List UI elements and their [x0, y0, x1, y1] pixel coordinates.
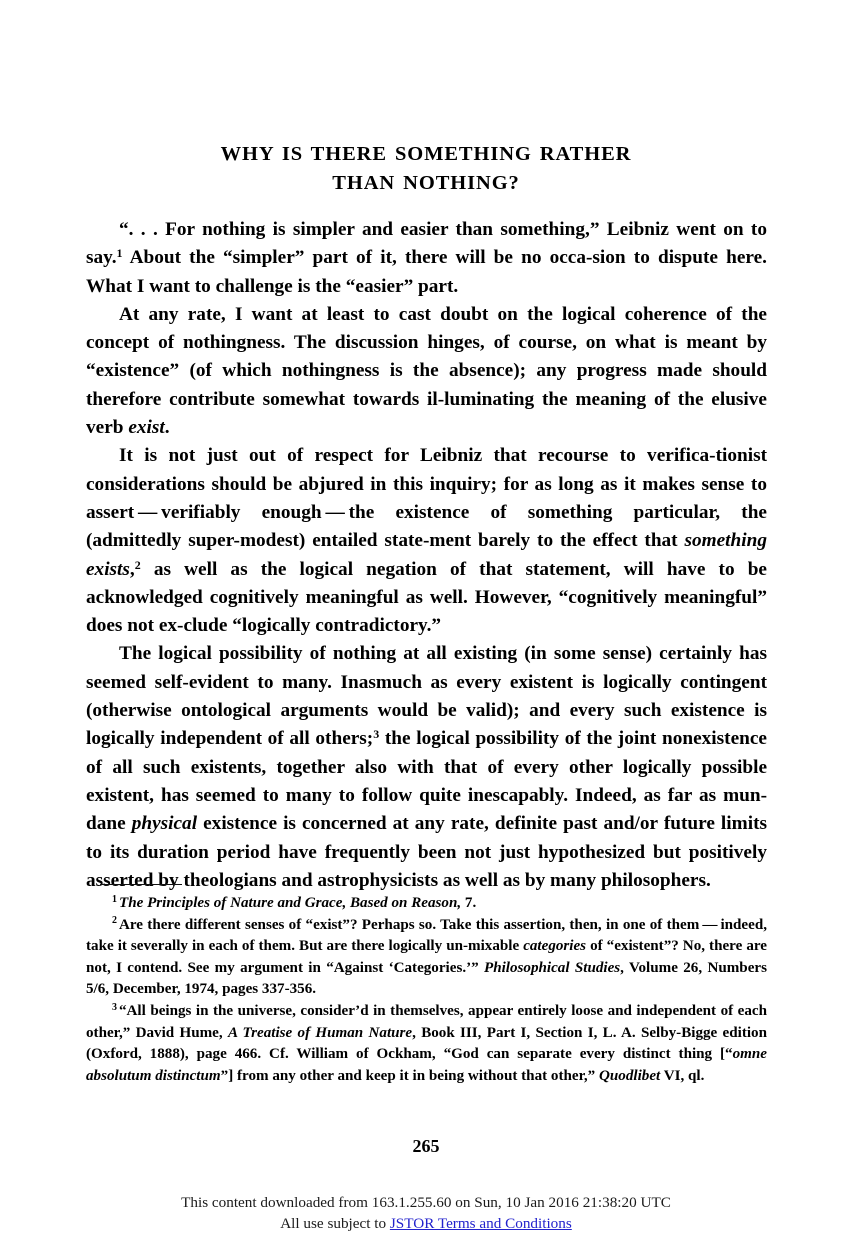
page-title	[86, 140, 766, 198]
footnote-separator-rule	[100, 884, 182, 885]
footnote-marker: 1	[112, 893, 117, 905]
footnote-text: The Principles of Nature and Grace, Based on Reason, 7.	[118, 895, 477, 911]
footnote-marker: 3	[112, 1001, 117, 1013]
terms-line	[0, 1213, 852, 1234]
footnote-item	[86, 893, 767, 915]
footnote-marker: 2	[112, 915, 117, 927]
terms-prefix: All use subject to	[280, 1215, 390, 1232]
footnote-list	[86, 893, 767, 1087]
download-info-line: This content downloaded from 163.1.255.60 on Sun, 10 Jan 2016 21:38:20 UTC	[181, 1194, 671, 1211]
footnote-text: Are there different senses of “exist”? Perhaps so. Take this assertion, then, in one of them — indeed, take it severally in each of them. But are there logically un-mixable categories of “existent”? No, there are not, I contend. See my argument in “Against ‘Categories.’” Philosophical Studies, Volume 26, Numbers 5/6, December, 1974, pages 337-356.	[86, 916, 767, 998]
body-paragraph: The logical possibility of nothing at all existing (in some sense) certainly has seemed self-evident to many. Inasmuch as every existent is logically contingent (otherwise ontological arguments would be valid); and every such existence is logically independent of all others;$^3$ the logical possibility of the joint nonexistence of all such existents, together also with that of every other logically possible existent, has seemed to many to follow quite inescapably. Indeed, as far as mun-dane physical existence is concerned at any rate, definite past and/or future limits to its duration period have frequently been not just hypothesized but positively asserted by theologians and astrophysicists as well as by many philosophers.	[86, 643, 767, 891]
footnote-item	[86, 1001, 767, 1087]
footnote-text: “All beings in the universe, consider’d in themselves, appear entirely loose and independent of each other,” David Hume, A Treatise of Human Nature, Book III, Part I, Section I, L. A. Selby-Bigge edition (Oxford, 1888), page 466. Cf. William of Ockham, “God can separate every distinct thing [“omne absolutum distinctum”] from any other and keep it in being without that other,” Quodlibet VI, ql.	[86, 1002, 767, 1084]
page-number: 265	[412, 1136, 440, 1156]
body-paragraph: At any rate, I want at least to cast doubt on the logical coherence of the concept of nothingness. The discussion hinges, of course, on what is meant by “existence” (of which nothingness is the absence); any progress made should therefore contribute somewhat towards il-luminating the meaning of the elusive verb exist.	[86, 303, 767, 439]
title-line-2: THAN NOTHING?	[332, 172, 520, 194]
body-paragraph: It is not just out of respect for Leibniz that recourse to verifica-tionist considerations should be abjured in this inquiry; for as long as it makes sense to assert — verifiably enough — the existence of something particular, the (admittedly super-modest) entailed state-ment barely to the effect that something exists,$^2$ as well as the logical negation of that statement, will have to be acknowledged cognitively meaningful as well. However, “cognitively meaningful” does not ex-clude “logically contradictory.”	[86, 445, 767, 637]
jstor-download-footer	[0, 1192, 852, 1234]
jstor-terms-link[interactable]: JSTOR Terms and Conditions	[389, 1215, 572, 1232]
title-line-1: WHY IS THERE SOMETHING RATHER	[220, 143, 632, 165]
article-body	[86, 216, 767, 895]
footnote-item	[86, 915, 767, 1001]
body-paragraph: “. . . For nothing is simpler and easier than something,” Leibniz went on to say.$^1$ About the “simpler” part of it, there will be no occa-sion to dispute here. What I want to challenge is the “easier” part.	[86, 219, 767, 297]
